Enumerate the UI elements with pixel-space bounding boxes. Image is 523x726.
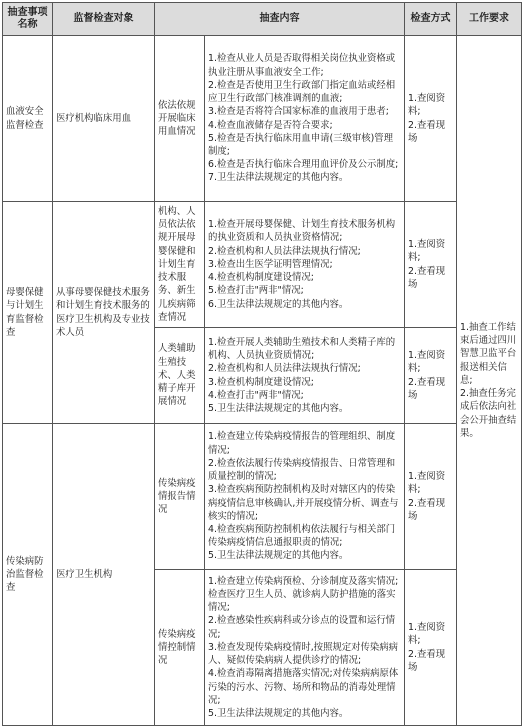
inspection-table [2, 2, 522, 726]
content-line: 4.检查血液储存是否符合要求; [208, 119, 333, 131]
row-content [205, 424, 405, 570]
header-requirement: 工作要求 [457, 3, 522, 36]
header-content: 抽查内容 [155, 3, 405, 36]
row-topic: 依法依规开展临床用血情况 [155, 36, 205, 202]
table-row [3, 202, 522, 328]
content-line: 3.检查发现传染病疫情时,按照规定对传染病病人、疑似传染病病人提供诊疗的情况; [208, 641, 399, 667]
content-line: 5.检查打击"两非"情况; [208, 285, 304, 297]
method-line: 2.查看现场 [408, 265, 446, 290]
header-method: 检查方式 [405, 3, 457, 36]
content-line: 5.检查是否执行临床用血申请(三级审核)管理制度; [208, 132, 394, 157]
row-content [205, 570, 405, 726]
row-content [205, 328, 405, 424]
content-line: 4.检查消毒隔离措施落实情况;对传染病病原体污染的污水、污物、场所和物品的消毒处理情况; [208, 668, 399, 706]
method-line: 1.查阅资料; [408, 93, 446, 118]
content-line: 6.检查是否执行临床合理用血评价及公示制度; [208, 159, 399, 171]
content-line: 5.卫生法律法规规定的其他内容。 [208, 402, 349, 414]
content-line: 1.检查从业人员是否取得相关岗位执业资格或执业注册从事血液安全工作; [208, 53, 396, 78]
row-content [205, 202, 405, 328]
content-line: 4.检查打击"两非"情况; [208, 389, 304, 401]
table-header-row [3, 3, 522, 36]
content-line: 2.检查机构和人员法律法规执行情况; [208, 245, 361, 257]
row-topic: 人类辅助生殖技术、人类精子库开展情况 [155, 328, 205, 424]
method-line: 2.查看现场 [408, 648, 446, 673]
header-item-name: 抽查事项名称 [3, 3, 53, 36]
content-line: 5.卫生法律法规规定的其他内容。 [208, 707, 349, 719]
content-line: 2.检查是否使用卫生行政部门指定血站或经相应卫生行政部门核准调剂的血液; [208, 79, 396, 105]
method-line: 1.查阅资料; [408, 622, 446, 647]
requirement-line: 2.抽查任务完成后依法向社会公开抽查结果。 [460, 388, 517, 439]
content-line: 2.检查机构和人员法律法规执行情况; [208, 363, 361, 375]
row-topic: 机构、人员依法依规开展母婴保健和计划生育技术服务、新生儿疾病筛查情况 [155, 202, 205, 328]
row-method [405, 202, 457, 328]
header-object: 监督检查对象 [53, 3, 155, 36]
content-line: 3.检查机构制度建设情况; [208, 376, 314, 388]
content-line: 7.卫生法律法规规定的其他内容。 [208, 172, 349, 184]
section-object-maternal: 从事母婴保健技术服务和计划生育技术服务的医疗卫生机构及专业技术人员 [53, 202, 155, 424]
method-line: 1.查阅资料; [408, 350, 446, 375]
method-line: 2.查看现场 [408, 497, 446, 522]
content-line: 4.检查疾病预防控制机构依法履行与相关部门传染病疫情信息通报职责的情况; [208, 523, 396, 549]
content-line: 5.卫生法律法规规定的其他内容。 [208, 550, 349, 562]
row-topic: 传染病疫情控制情况 [155, 570, 205, 726]
content-line: 3.检查出生医学证明管理情况; [208, 258, 333, 270]
method-line: 2.查看现场 [408, 119, 446, 144]
row-method [405, 36, 457, 202]
content-line: 1.检查建立传染病预检、分诊制度及落实情况;检查医疗卫生人员、就诊病人防护措施的落实情况; [208, 575, 399, 614]
row-topic: 传染病疫情报告情况 [155, 424, 205, 570]
work-requirement [457, 36, 522, 726]
requirement-line: 1.抽查工作结束后通过四川智慧卫监平台报送相关信息; [460, 322, 517, 386]
section-object-infectious: 医疗卫生机构 [53, 424, 155, 726]
method-line: 2.查看现场 [408, 376, 446, 401]
table-row [3, 424, 522, 570]
method-line: 1.查阅资料; [408, 471, 446, 496]
content-line: 4.检查机构制度建设情况; [208, 272, 314, 284]
content-line: 3.检查是否将符合国家标准的血液用于患者; [208, 106, 389, 118]
table-row [3, 36, 522, 202]
row-method [405, 570, 457, 726]
content-line: 2.检查感染性疾病科或分诊点的设置和运行情况; [208, 615, 396, 640]
content-line: 2.检查依法履行传染病疫情报告、日常管理和质量控制的情况; [208, 457, 396, 483]
content-line: 1.检查建立传染病疫情报告的管理组织、制度情况; [208, 431, 396, 456]
content-line: 3.检查疾病预防控制机构及时对辖区内的传染病疫情信息审核确认,并开展疫情分析、调查与核实的情况; [208, 484, 399, 522]
section-item-infectious: 传染病防治监督检查 [3, 424, 53, 726]
row-content [205, 36, 405, 202]
row-method [405, 328, 457, 424]
content-line: 1.检查开展母婴保健、计划生育技术服务机构的执业资质和人员执业资格情况; [208, 219, 396, 244]
content-line: 6.卫生法律法规规定的其他内容。 [208, 298, 349, 310]
section-item-blood: 血液安全监督检查 [3, 36, 53, 202]
section-object-blood: 医疗机构临床用血 [53, 36, 155, 202]
row-method [405, 424, 457, 570]
method-line: 1.查阅资料; [408, 239, 446, 264]
content-line: 1.检查开展人类辅助生殖技术和人类精子库的机构、人员执业资质情况; [208, 336, 396, 362]
section-item-maternal: 母婴保健与计划生育监督检查 [3, 202, 53, 424]
